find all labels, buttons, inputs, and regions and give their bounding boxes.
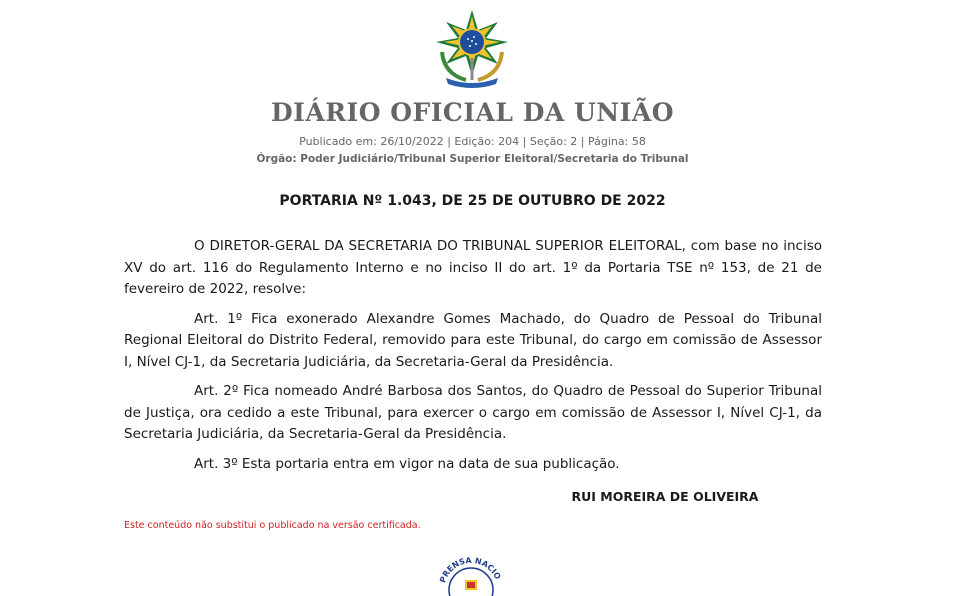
article-3-paragraph: Art. 3º Esta portaria entra em vigor na data de sua publicação. xyxy=(194,455,620,472)
preamble-paragraph: O DIRETOR-GERAL DA SECRETARIA DO TRIBUNAL SUPERIOR ELEITORAL, com base no inciso XV do art. 116 do Regulamento Interno e no inciso II do art. 1º da Portaria TSE nº 153, de 21 de fevereiro de 2022, resolve: xyxy=(124,238,822,297)
organ-line: Órgão: Poder Judiciário/Tribunal Superior Eleitoral/Secretaria do Tribunal xyxy=(256,153,689,165)
document-body xyxy=(124,236,822,483)
svg-text:PRENSA NACIO xyxy=(438,556,502,584)
document-title: PORTARIA Nº 1.043, DE 25 DE OUTUBRO DE 2022 xyxy=(279,193,666,209)
seal-text: PRENSA NACIO xyxy=(438,556,503,584)
article-2-paragraph: Art. 2º Fica nomeado André Barbosa dos Santos, do Quadro de Pessoal do Superior Tribunal de Justiça, ora cedido a este Tribunal, para exercer o cargo em comissão de Assessor I, Nível CJ-1, da Secretaria Judiciária, da Secretaria-Geral da Presidência. xyxy=(124,383,822,442)
article-1-paragraph: Art. 1º Fica exonerado Alexandre Gomes Machado, do Quadro de Pessoal do Tribunal Regional Eleitoral do Distrito Federal, removido para este Tribunal, do cargo em comissão de Assessor I, Nível CJ-1, da Secretaria Judiciária, da Secretaria-Geral da Presidência. xyxy=(124,310,822,370)
signer-name: RUI MOREIRA DE OLIVEIRA xyxy=(571,489,759,504)
signer-block xyxy=(0,489,945,504)
publication-info: Publicado em: 26/10/2022 | Edição: 204 | Seção: 2 | Página: 58 xyxy=(299,135,646,148)
imprensa-nacional-seal-icon xyxy=(436,556,506,596)
brazil-coat-of-arms-icon xyxy=(432,8,512,88)
masthead-title: DIÁRIO OFICIAL DA UNIÃO xyxy=(270,98,675,127)
disclaimer-text: Este conteúdo não substitui o publicado na versão certificada. xyxy=(124,520,421,531)
